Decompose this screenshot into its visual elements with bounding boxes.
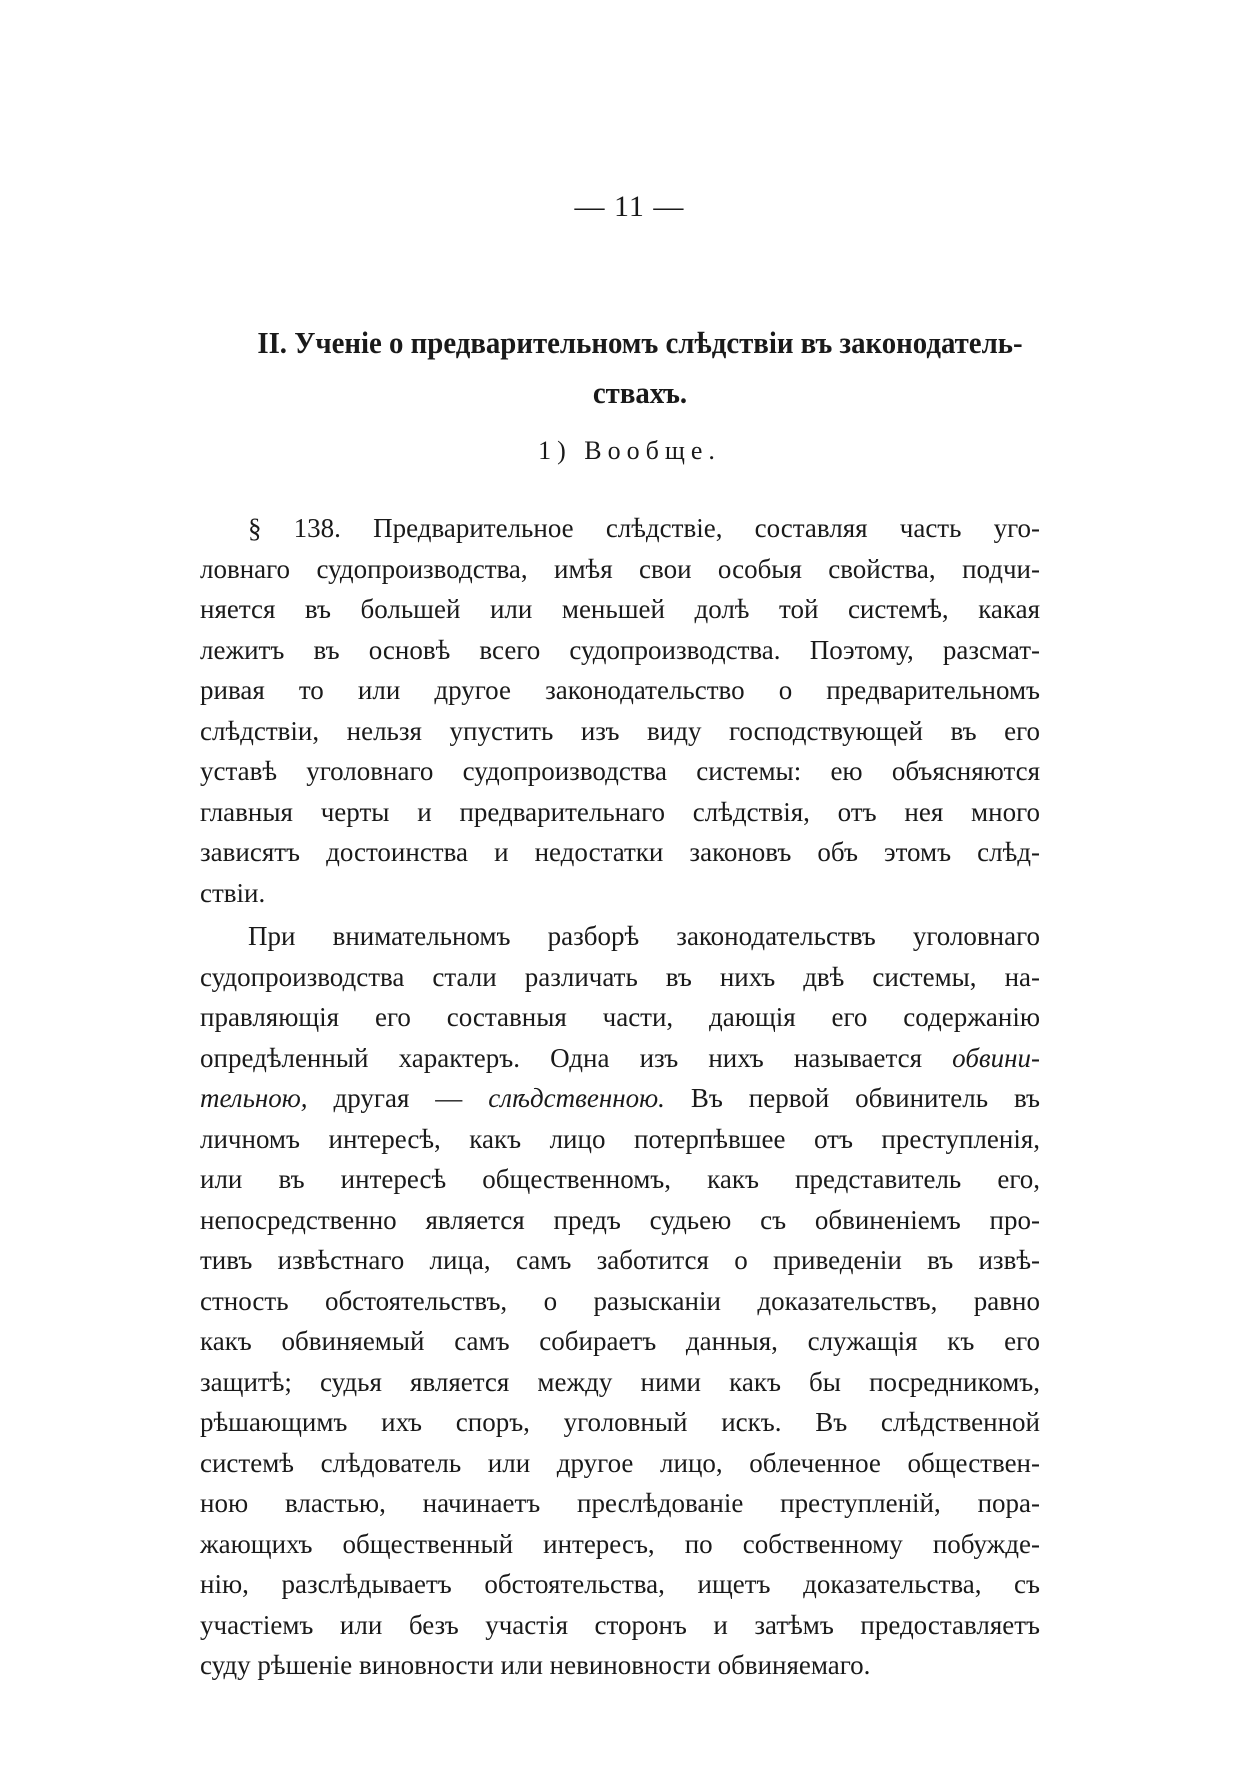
text-line xyxy=(200,1038,1040,1079)
text-segment: Въ первой обвинитель въ xyxy=(690,1083,1041,1113)
text-line: системѣ слѣдователь или другое лицо, облеченное обществен- xyxy=(200,1447,1040,1478)
text-line: няется въ большей или меньшей долѣ той системѣ, какая xyxy=(200,594,1040,624)
text-line: суду рѣшеніе виновности или невиновности обвиняемаго. xyxy=(200,1650,871,1680)
text-line: ною властью, начинаетъ преслѣдованіе преступленій, пора- xyxy=(200,1488,1040,1518)
italic-term: тельною, xyxy=(200,1083,308,1113)
text-line: ловнаго судопроизводства, имѣя свои особыя свойства, подчи- xyxy=(200,553,1040,584)
text-line: слѣдствіи, нельзя упустить изъ виду господствующей въ его xyxy=(200,715,1040,746)
section-heading-line-2: ствахъ. xyxy=(592,375,688,410)
section-heading xyxy=(226,318,1054,418)
text-line xyxy=(200,1078,1040,1119)
italic-term: обвини- xyxy=(952,1042,1041,1073)
text-line: рѣшающимъ ихъ споръ, уголовный искъ. Въ слѣдственной xyxy=(200,1407,1040,1437)
italic-term: слѣдственною. xyxy=(488,1083,665,1113)
text-line: жающихъ общественный интересъ, по собственному побужде- xyxy=(200,1528,1040,1559)
text-segment: другая — xyxy=(333,1083,463,1113)
text-line: § 138. Предварительное слѣдствіе, составляя часть уго- xyxy=(248,513,1040,543)
text-line: судопроизводства стали различать въ нихъ двѣ системы, на- xyxy=(200,961,1040,992)
text-line: или въ интересѣ общественномъ, какъ представитель его, xyxy=(200,1164,1040,1194)
paragraph-systems xyxy=(200,916,1040,1686)
page-number: — 11 — xyxy=(574,190,685,223)
text-line: При внимательномъ разборѣ законодательствъ уголовнаго xyxy=(248,921,1040,951)
text-line: защитѣ; судья является между ними какъ бы посредникомъ, xyxy=(200,1366,1040,1397)
text-line: нію, разслѣдываетъ обстоятельства, ищетъ доказательства, съ xyxy=(200,1569,1040,1599)
text-line: стность обстоятельствъ, о разысканіи доказательствъ, равно xyxy=(200,1285,1040,1316)
paragraph-138 xyxy=(200,508,1040,913)
text-line: тивъ извѣстнаго лица, самъ заботится о приведеніи въ извѣ- xyxy=(200,1245,1040,1275)
text-line: личномъ интересѣ, какъ лицо потерпѣвшее отъ преступленія, xyxy=(200,1123,1040,1154)
text-line: участіемъ или безъ участія сторонъ и затѣмъ предоставляетъ xyxy=(200,1609,1040,1640)
text-segment: опредѣленный характеръ. Одна изъ нихъ называется xyxy=(200,1042,922,1073)
text-line: зависятъ достоинства и недостатки законовъ объ этомъ слѣд- xyxy=(200,837,1040,867)
text-line: правляющія его составныя части, дающія его содержанію xyxy=(200,1002,1040,1032)
text-line: главныя черты и предварительнаго слѣдствія, отъ нея много xyxy=(200,796,1040,827)
text-line: непосредственно является предъ судьею съ обвиненіемъ про- xyxy=(200,1204,1040,1235)
text-line: ривая то или другое законодательство о предварительномъ xyxy=(200,675,1040,705)
text-line: какъ обвиняемый самъ собираетъ данныя, служащія къ его xyxy=(200,1326,1040,1356)
subsection-heading: 1) Вообще. xyxy=(538,436,721,465)
text-line: лежитъ въ основѣ всего судопроизводства. Поэтому, разсмат- xyxy=(200,634,1040,665)
section-heading-line-1: II. Ученіе о предварительномъ слѣдствіи въ законодатель- xyxy=(257,325,1023,360)
text-line: уставѣ уголовнаго судопроизводства системы: ею объясняются xyxy=(200,756,1040,786)
text-line: ствіи. xyxy=(200,877,266,908)
